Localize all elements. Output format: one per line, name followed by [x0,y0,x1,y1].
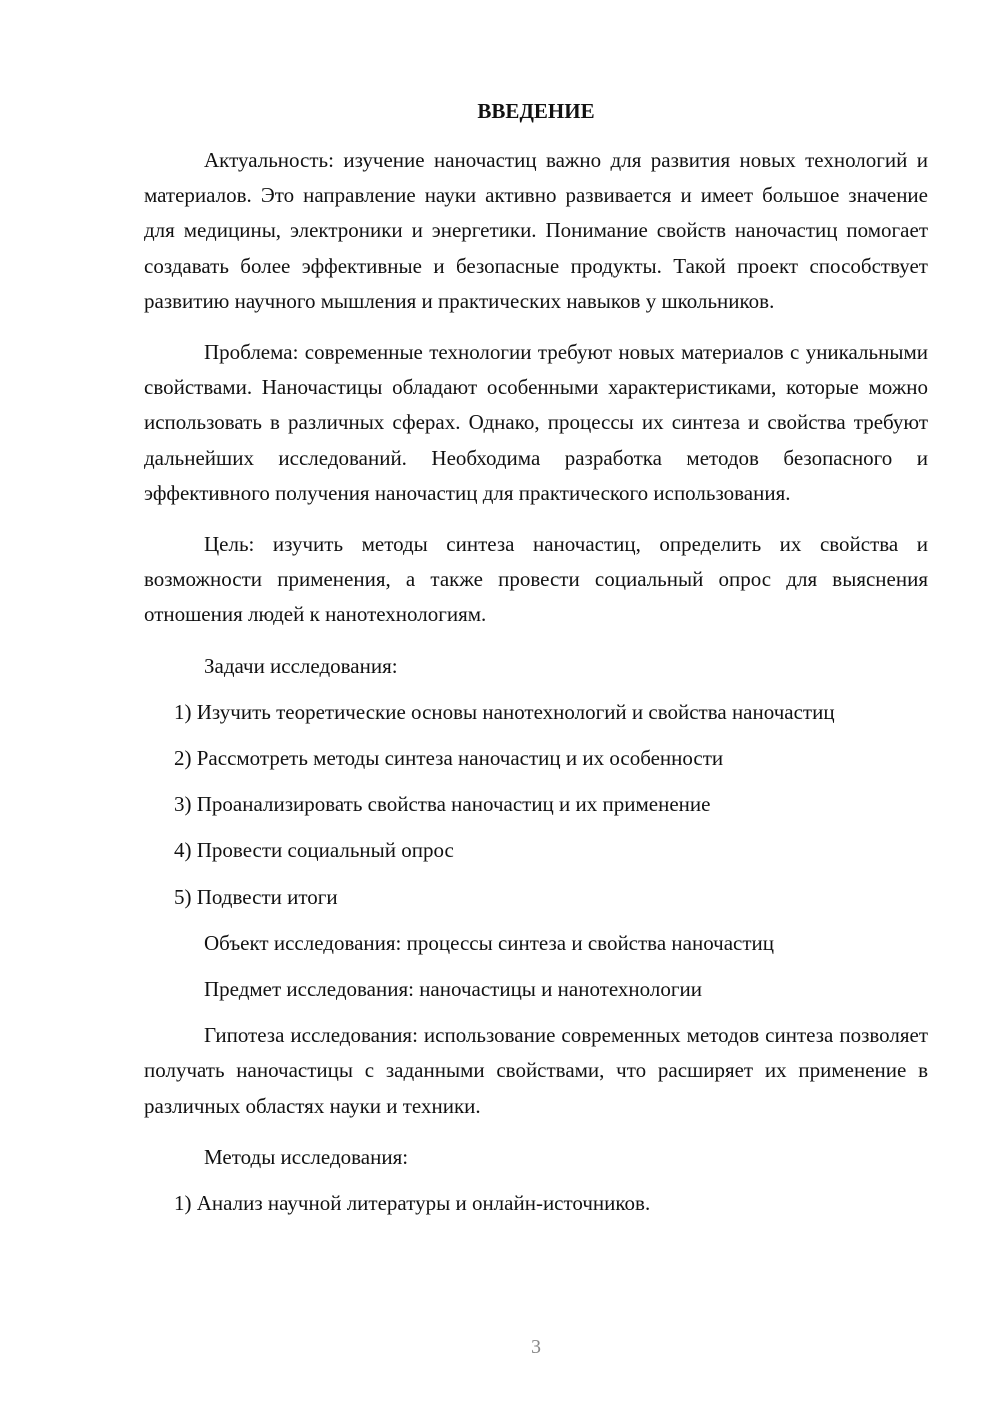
paragraph-relevance: Актуальность: изучение наночастиц важно для развития новых технологий и материалов. Это направление науки активно развивается и имеет большое значение для медицины, электроники и энергетики. Понимание свойств наночастиц помогает создавать более эффективные и безопасные продукты. Такой проект способствует развитию научного мышления и практических навыков у школьников. [144,148,928,313]
research-hypothesis: Гипотеза исследования: использование современных методов синтеза позволяет получать наночастицы с заданными свойствами, что расширяет их применение в различных областях науки и техники. [144,1023,928,1118]
tasks-heading: Задачи исследования: [204,653,398,678]
methods-heading: Методы исследования: [204,1144,409,1169]
method-item-1: 1) Анализ научной литературы и онлайн-источников. [174,1191,651,1216]
document-body [144,143,928,1232]
document-page [144,0,928,1414]
paragraph-goal: Цель: изучить методы синтеза наночастиц, определить их свойства и возможности применения, а также провести социальный опрос для выяснения отношения людей к нанотехнологиям. [144,532,928,627]
page-number: 3 [531,1336,541,1358]
research-object: Объект исследования: процессы синтеза и свойства наночастиц [204,930,775,955]
paragraph-problem: Проблема: современные технологии требуют новых материалов с уникальными свойствами. Наночастицы обладают особенными характеристиками, которые можно использовать в различных сферах. Однако, процессы их синтеза и свойства требуют дальнейших исследований. Необходима разработка методов безопасного и эффективного получения наночастиц для практического использования. [144,340,928,505]
research-subject: Предмет исследования: наночастицы и нанотехнологии [204,977,702,1002]
task-item-2: 2) Рассмотреть методы синтеза наночастиц и их особенности [174,746,724,771]
task-item-1: 1) Изучить теоретические основы нанотехнологий и свойства наночастиц [174,699,835,724]
task-item-4: 4) Провести социальный опрос [174,838,454,863]
page-title: ВВЕДЕНИЕ [477,99,595,123]
task-item-3: 3) Проанализировать свойства наночастиц и их применение [174,792,711,817]
task-item-5: 5) Подвести итоги [174,884,338,909]
